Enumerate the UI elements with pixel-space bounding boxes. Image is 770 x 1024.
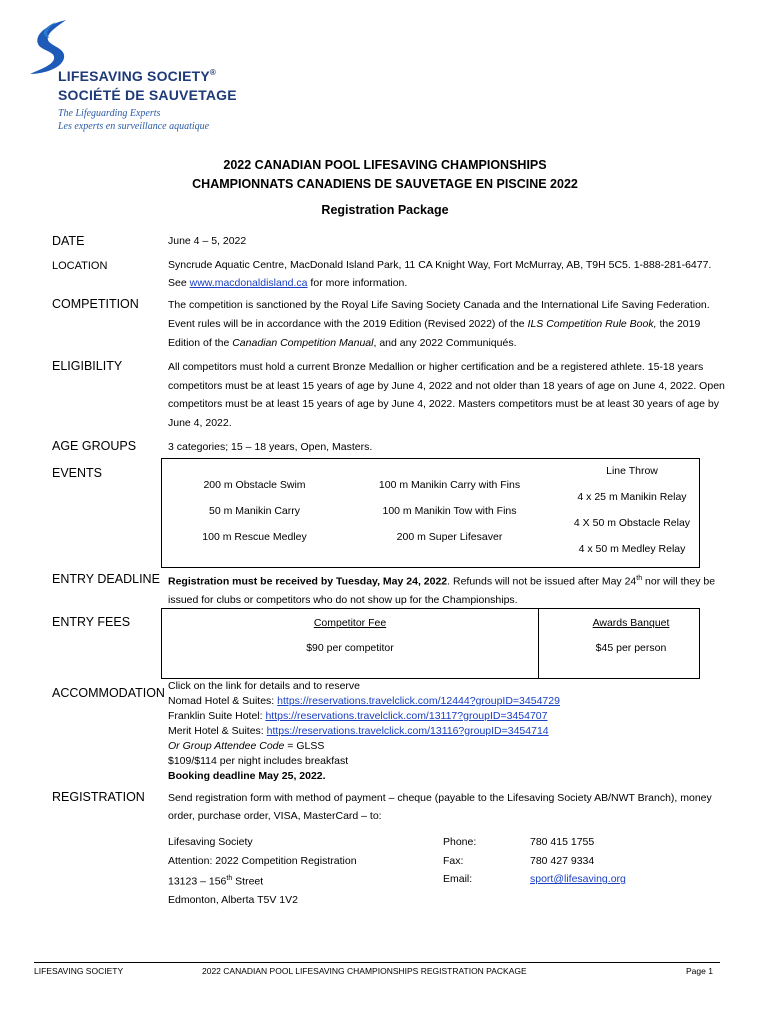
fax-label: Fax:	[443, 854, 464, 867]
eligibility-line4: June 4, 2022.	[168, 416, 232, 429]
events-col1	[172, 479, 337, 557]
franklin-hotel-link[interactable]: https://reservations.travelclick.com/13117?groupID=3454707	[265, 710, 548, 722]
event-item: Line Throw	[606, 465, 658, 477]
registration-line2: order, purchase order, VISA, MasterCard – to:	[168, 810, 382, 822]
franklin-hotel-line: Franklin Suite Hotel: https://reservations.travelclick.com/13117?groupID=3454707	[168, 710, 548, 722]
accommodation-text	[168, 679, 728, 784]
address-line: Attention: 2022 Competition Registration	[168, 854, 357, 867]
registration-text	[168, 789, 728, 825]
merit-hotel-line: Merit Hotel & Suites: https://reservations.travelclick.com/13116?groupID=3454714	[168, 725, 549, 737]
footer-left: LIFESAVING SOCIETY	[34, 966, 124, 976]
entry-fees-label: ENTRY FEES	[52, 615, 131, 629]
contact-values	[530, 833, 626, 889]
competitor-fee-box	[161, 608, 539, 679]
email-label: Email:	[443, 873, 473, 885]
phone-label: Phone:	[443, 836, 477, 848]
phone-value: 780 415 1755	[530, 836, 595, 848]
mailing-address	[168, 833, 428, 910]
title-fr: CHAMPIONNATS CANADIENS DE SAUVETAGE EN PISCINE 2022	[192, 177, 578, 191]
eligibility-line1: All competitors must hold a current Bronze Medallion or higher certification and be a registered athlete. 15-18 years	[168, 361, 704, 373]
accommodation-intro: Click on the link for details and to reserve	[168, 680, 361, 692]
eligibility-line2: competitors must be at least 15 years of age by June 4, 2022 and not older than 18 years of age on June 4, 2022. Open	[168, 379, 725, 392]
entry-deadline-line2: issued for clubs or competitors who do not show up for the Championships.	[168, 593, 518, 606]
entry-deadline-label: ENTRY DEADLINE	[52, 572, 160, 586]
date-value: June 4 – 5, 2022	[168, 235, 247, 247]
location-label: LOCATION	[52, 260, 108, 272]
competition-line2: Event rules will be in accordance with the 2019 Edition (Revised 2022) of the ILS Competition Rule Book, the 2019	[168, 318, 701, 330]
event-item: 200 m Super Lifesaver	[396, 531, 503, 543]
contact-labels	[443, 833, 476, 889]
awards-banquet-box	[538, 608, 700, 679]
footer-page-number: Page 1	[686, 966, 713, 976]
eligibility-line3: competitors must be at least 15 years of age by June 4, 2022. Masters competitors must be at least 30 years of age by	[168, 398, 719, 410]
nomad-hotel-line: Nomad Hotel & Suites: https://reservations.travelclick.com/12444?groupID=3454729	[168, 695, 560, 707]
date-label: DATE	[52, 234, 85, 248]
competitor-fee-value: $90 per competitor	[306, 642, 394, 654]
awards-banquet-value: $45 per person	[595, 642, 667, 654]
merit-hotel-link[interactable]: https://reservations.travelclick.com/13116?groupID=3454714	[266, 725, 549, 737]
event-item: 4 x 50 m Medley Relay	[578, 543, 686, 555]
title-en: 2022 CANADIAN POOL LIFESAVING CHAMPIONSHIPS	[223, 158, 547, 172]
events-table	[161, 458, 700, 568]
event-item: 4 X 50 m Obstacle Relay	[573, 517, 691, 529]
entry-deadline-line1: Registration must be received by Tuesday, May 24, 2022. Refunds will not be issued after May 24th nor will they be	[168, 575, 716, 588]
location-line2: See www.macdonaldisland.ca for more information.	[168, 277, 408, 289]
location-value	[168, 256, 728, 292]
fax-value: 780 427 9334	[530, 854, 595, 867]
footer-rule	[34, 962, 720, 963]
booking-deadline: Booking deadline May 25, 2022.	[168, 770, 326, 782]
footer-center: 2022 CANADIAN POOL LIFESAVING CHAMPIONSHIPS REGISTRATION PACKAGE	[202, 966, 527, 976]
logo-name-en: LIFESAVING SOCIETY®	[58, 68, 217, 84]
age-groups-label: AGE GROUPS	[52, 439, 137, 453]
event-item: 50 m Manikin Carry	[208, 505, 301, 517]
event-item: 4 x 25 m Manikin Relay	[577, 491, 687, 503]
address-line: 13123 – 156th Street	[168, 875, 264, 888]
competition-label: COMPETITION	[52, 297, 139, 311]
macdonald-link[interactable]: www.macdonaldisland.ca	[189, 277, 308, 289]
competitor-fee-heading: Competitor Fee	[313, 617, 387, 629]
competition-text	[168, 296, 728, 353]
room-rate: $109/$114 per night includes breakfast	[168, 755, 349, 767]
age-groups-value: 3 categories; 15 – 18 years, Open, Masters.	[168, 441, 373, 453]
address-line: Lifesaving Society	[168, 836, 253, 848]
accommodation-label: ACCOMMODATION	[52, 686, 165, 700]
subtitle: Registration Package	[321, 203, 449, 217]
entry-deadline-text	[168, 570, 728, 609]
competition-line3: Edition of the Canadian Competition Manual, and any 2022 Communiqués.	[168, 337, 517, 349]
eligibility-label: ELIGIBILITY	[52, 359, 123, 373]
logo-name-fr: SOCIÉTÉ DE SAUVETAGE	[58, 87, 237, 103]
awards-banquet-heading: Awards Banquet	[592, 617, 670, 629]
events-label: EVENTS	[52, 466, 103, 480]
event-item: 100 m Manikin Tow with Fins	[382, 505, 517, 517]
location-line1: Syncrude Aquatic Centre, MacDonald Island Park, 11 CA Knight Way, Fort McMurray, AB, T9H 5C5. 1-888-281-6477.	[168, 259, 712, 271]
address-line: Edmonton, Alberta T5V 1V2	[168, 894, 298, 906]
registration-label: REGISTRATION	[52, 790, 145, 804]
events-col2	[362, 479, 537, 557]
eligibility-text	[168, 358, 728, 432]
competition-line1: The competition is sanctioned by the Royal Life Saving Society Canada and the International Life Saving Federation.	[168, 299, 710, 311]
logo-tagline-en: The Lifeguarding Experts	[58, 108, 161, 119]
events-col3	[552, 465, 712, 569]
email-link[interactable]: sport@lifesaving.org	[530, 873, 626, 885]
event-item: 100 m Manikin Carry with Fins	[378, 479, 521, 491]
event-item: 100 m Rescue Medley	[202, 531, 307, 543]
logo-tagline-fr: Les experts en surveillance aquatique	[58, 121, 210, 132]
group-code-line: Or Group Attendee Code = GLSS	[168, 740, 325, 752]
event-item: 200 m Obstacle Swim	[203, 479, 306, 491]
registration-line1: Send registration form with method of payment – cheque (payable to the Lifesaving Society AB/NWT Branch), money	[168, 792, 712, 804]
nomad-hotel-link[interactable]: https://reservations.travelclick.com/12444?groupID=3454729	[277, 695, 560, 707]
